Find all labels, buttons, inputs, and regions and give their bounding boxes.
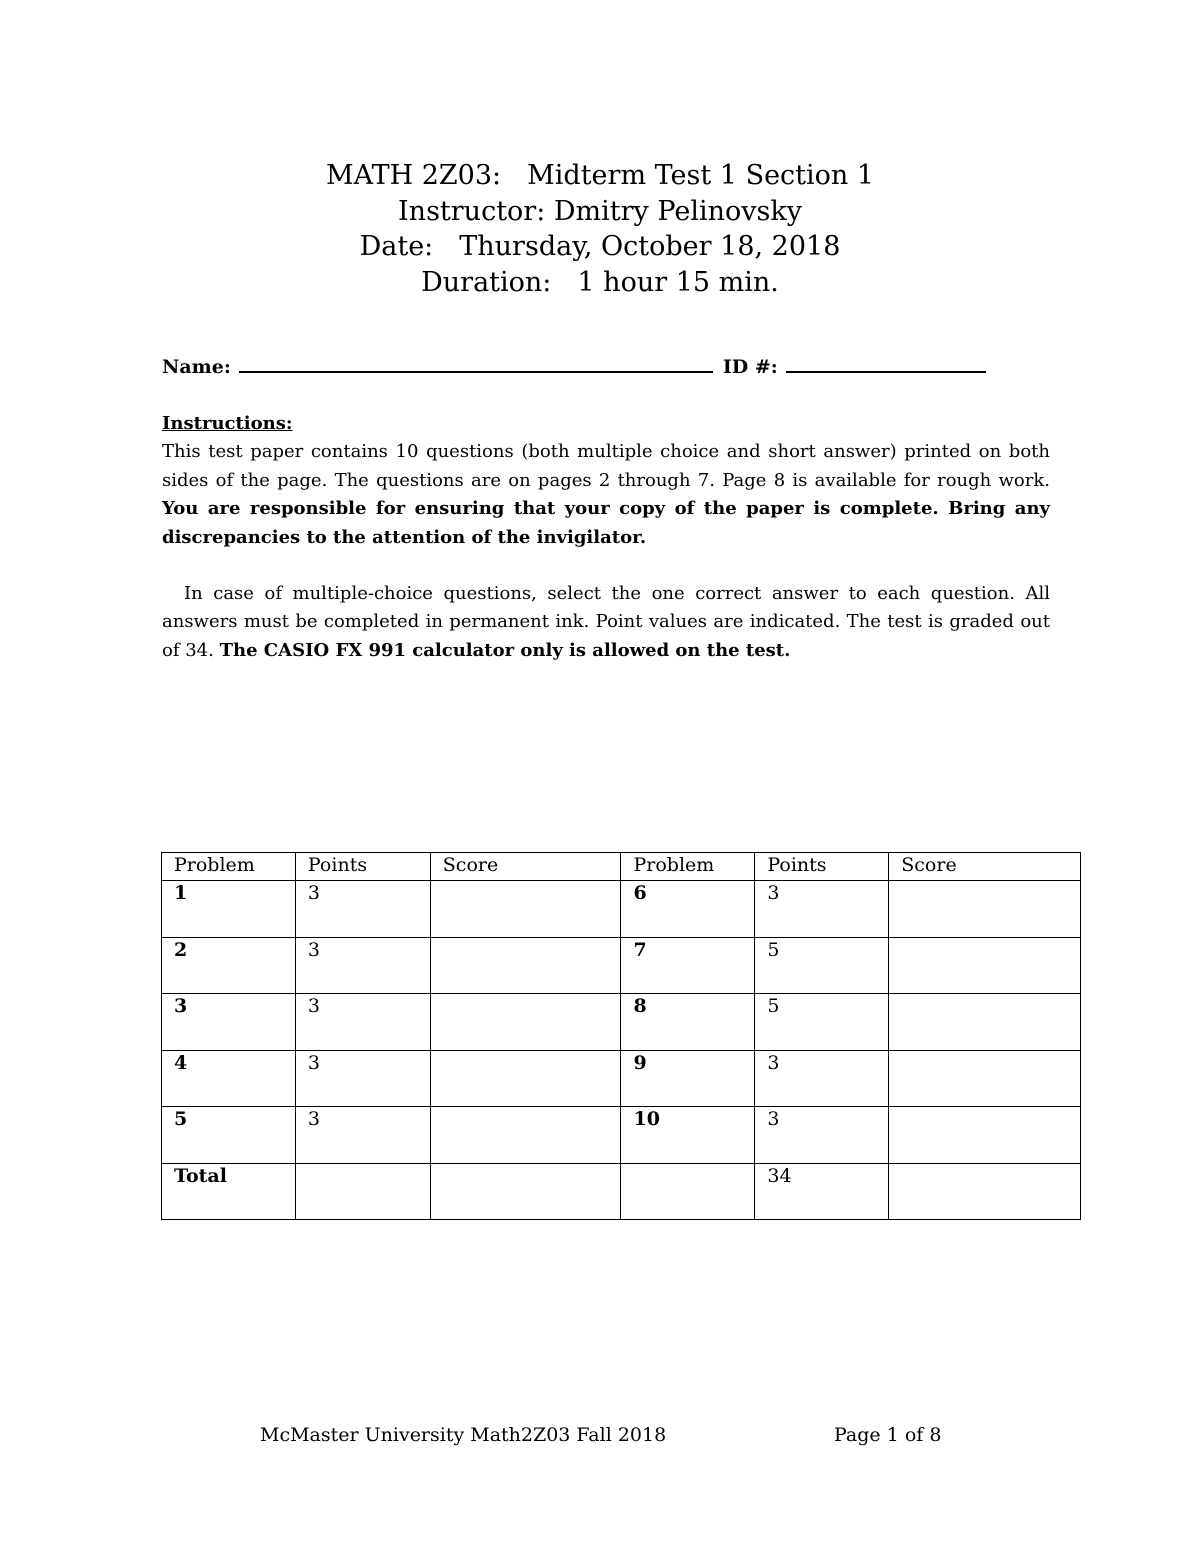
column-header: Points (295, 853, 430, 881)
table-row-total (162, 1163, 1081, 1220)
points-cell: 3 (295, 994, 430, 1051)
score-cell (889, 881, 1081, 938)
points-cell: 3 (295, 1050, 430, 1107)
problem-cell: 7 (621, 937, 755, 994)
column-header: Points (755, 853, 889, 881)
instructions-p2-bold: The CASIO FX 991 calculator only is allowed on the test. (219, 639, 791, 661)
column-header: Score (889, 853, 1081, 881)
score-cell (889, 1050, 1081, 1107)
table-row (162, 1107, 1081, 1164)
name-label: Name: (162, 356, 231, 378)
problem-cell (621, 1163, 755, 1220)
instructions-block (162, 410, 1050, 665)
footer-university: McMaster University Math2Z03 Fall 2018 (260, 1424, 667, 1446)
score-cell (430, 1050, 621, 1107)
course-title-line (0, 158, 1200, 194)
instructions-paragraph-1 (162, 438, 1050, 552)
score-table (161, 852, 1081, 1220)
total-label-cell: Total (162, 1163, 296, 1220)
problem-cell: 5 (162, 1107, 296, 1164)
footer-page-number: Page 1 of 8 (834, 1424, 942, 1446)
date-label: Date: (359, 231, 434, 262)
problem-cell: 10 (621, 1107, 755, 1164)
score-cell (889, 1107, 1081, 1164)
problem-cell: 6 (621, 881, 755, 938)
student-info-line (162, 354, 986, 378)
duration-label: Duration: (421, 266, 552, 298)
score-cell (430, 994, 621, 1051)
points-cell: 3 (295, 937, 430, 994)
instructions-p2-text: In case of multiple-choice questions, select the one correct answer to each question. All answers must be completed in permanent ink. Point values are indicated. The test is graded out of 34. (162, 583, 1050, 661)
points-cell: 5 (755, 994, 889, 1051)
id-label: ID #: (722, 356, 778, 378)
table-row (162, 994, 1081, 1051)
table-row (162, 881, 1081, 938)
problem-cell: 1 (162, 881, 296, 938)
column-header: Problem (621, 853, 755, 881)
exam-date: Thursday, October 18, 2018 (459, 231, 841, 262)
instructor-name: Dmitry Pelinovsky (553, 195, 802, 227)
points-cell: 3 (755, 1107, 889, 1164)
problem-cell: 3 (162, 994, 296, 1051)
table-row (162, 937, 1081, 994)
problem-cell: 9 (621, 1050, 755, 1107)
instructions-title: Instructions: (162, 413, 293, 434)
exam-header (0, 158, 1200, 300)
exam-duration: 1 hour 15 min. (577, 266, 779, 298)
score-table-header (162, 853, 1081, 881)
points-cell (295, 1163, 430, 1220)
instructor-line (0, 194, 1200, 230)
score-cell (889, 1163, 1081, 1220)
date-line (0, 229, 1200, 265)
course-code: MATH 2Z03: (325, 160, 502, 191)
points-cell: 3 (755, 1050, 889, 1107)
name-field[interactable] (239, 354, 713, 373)
points-cell: 3 (295, 1107, 430, 1164)
score-cell (430, 881, 621, 938)
score-cell (430, 1163, 621, 1220)
score-cell (430, 937, 621, 994)
instructions-p1-text: This test paper contains 10 questions (both multiple choice and short answer) printed on both sides of the page. The questions are on pages 2 through 7. Page 8 is available for rough work. (162, 441, 1050, 491)
score-cell (889, 994, 1081, 1051)
table-row (162, 1050, 1081, 1107)
column-header: Problem (162, 853, 296, 881)
score-cell (889, 937, 1081, 994)
problem-cell: 2 (162, 937, 296, 994)
problem-cell: 4 (162, 1050, 296, 1107)
instructions-p1-bold: You are responsible for ensuring that your copy of the paper is complete. Bring any discrepancies to the attention of the invigilator. (162, 498, 1050, 548)
points-cell: 3 (755, 881, 889, 938)
column-header: Score (430, 853, 621, 881)
points-cell: 3 (295, 881, 430, 938)
problem-cell: 8 (621, 994, 755, 1051)
instructor-label: Instructor: (398, 195, 546, 227)
id-field[interactable] (786, 354, 986, 373)
duration-line (0, 265, 1200, 301)
score-cell (430, 1107, 621, 1164)
instructions-paragraph-2 (162, 580, 1050, 665)
total-points-cell: 34 (755, 1163, 889, 1220)
points-cell: 5 (755, 937, 889, 994)
test-name: Midterm Test 1 Section 1 (527, 160, 875, 191)
